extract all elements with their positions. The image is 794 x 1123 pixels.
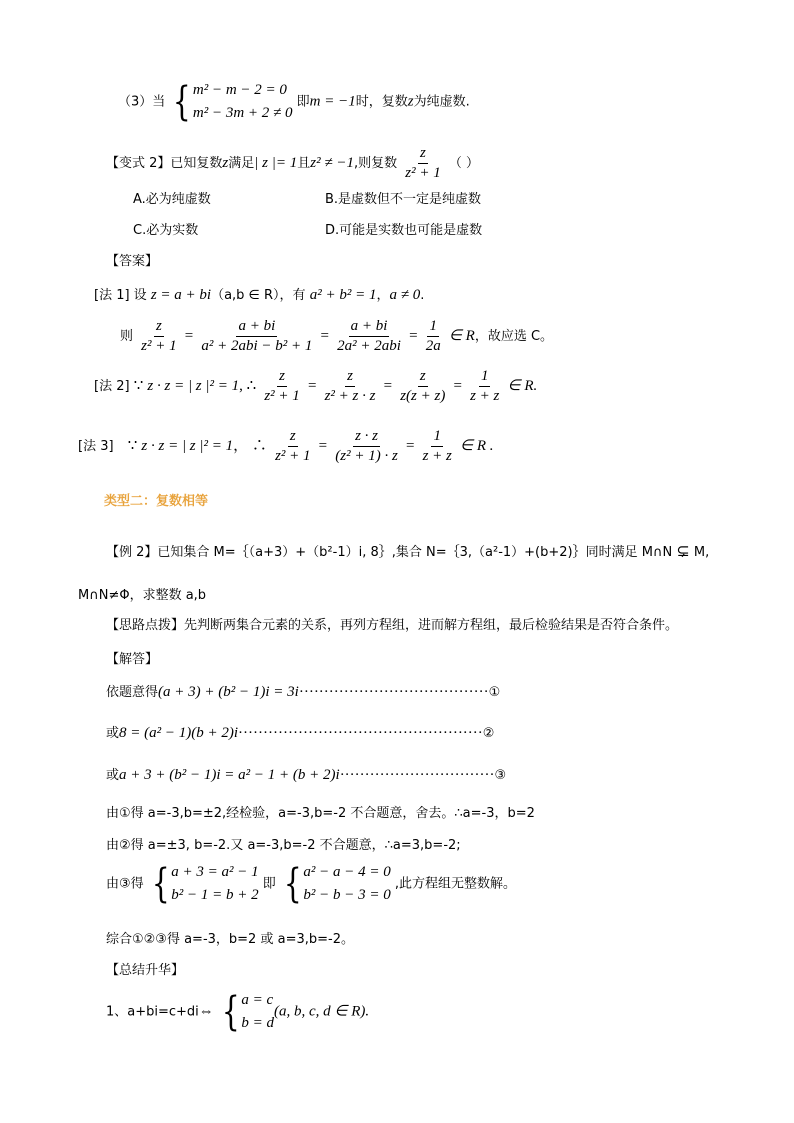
sum1-system <box>218 990 274 1034</box>
since-symbol: ∵ <box>133 378 144 394</box>
part3-eq1: m² − m − 2 = 0 <box>192 82 287 98</box>
r3-s2: b² − 1 = b + 2 <box>171 887 259 903</box>
eq-sign: = <box>409 328 418 344</box>
method3-line: [法 3] ∵ z · z = | z |² = 1， ∴ $\frac{z}{\text{z² + 1}}$ = $\frac{z \cdot z}{\text{(z² + 1) · z}}$ = $\frac{1}{z + z}$ ∈ R . <box>78 428 494 464</box>
method2-inR: ∈ R. <box>507 378 538 394</box>
example2-line2: M∩N≠Φ，求整数 a,b <box>78 588 207 603</box>
method1-inR: ∈ R <box>448 328 475 344</box>
method1-paren: （a,b ∈ R），有 <box>211 288 306 303</box>
part3-suffix-c: 为纯虚数. <box>413 94 470 110</box>
part3-system <box>169 80 292 124</box>
variant2-z2: z² ≠ −1 <box>310 155 354 171</box>
result-2: 由②得 a=±3, b=-2.又 a=-3,b=-2 不合题意，∴a=3,b=-2; <box>106 838 461 853</box>
variant2-t1: 满足 <box>228 156 255 171</box>
eq3-expr: a + 3 + (b² − 1)i = a² − 1 + (b + 2)i <box>119 767 340 783</box>
hint-line: 【思路点拨】先判断两集合元素的关系，再列方程组，进而解方程组，最后检验结果是否符合条件。 <box>106 618 679 633</box>
combine-line: 综合①②③得 a=-3，b=2 或 a=3,b=-2。 <box>106 932 354 947</box>
eq-sign: = <box>320 328 330 344</box>
therefore-symbol: , ∴ <box>239 378 257 394</box>
example2-line1 <box>106 541 794 560</box>
method2-frac3: $\frac{z}{z(z + z)}$ <box>400 368 446 404</box>
eq1-expr: (a + 3) + (b² − 1)i = 3i <box>158 684 299 700</box>
method1-sep: ， <box>376 288 390 303</box>
result-1: 由①得 a=-3,b=±2,经检验，a=-3,b=-2 不合题意，舍去。∴a=-3，b=2 <box>106 806 535 821</box>
variant2-head: 【变式 2】已知复数 <box>106 156 223 171</box>
method3-frac3: $\frac{1}{z + z}$ <box>422 428 452 464</box>
method1-tail: ，故应选 C。 <box>474 329 554 344</box>
variant2-question <box>106 145 794 182</box>
example2-text2: M, <box>693 545 710 560</box>
sum1-pre: 1、a+bi=c+di <box>106 1004 199 1020</box>
method1-frac1: $\frac{z}{\text{z² + 1}}$ <box>141 318 177 354</box>
eq2-dots: ················································· <box>238 725 483 741</box>
r3-mid: 即 <box>262 876 276 892</box>
r3-system2 <box>280 862 391 906</box>
section-heading-type2: 类型二：复数相等 <box>104 494 209 509</box>
method2-frac2: $\frac{z}{\text{z² + z · z}}$ <box>324 368 376 404</box>
since-symbol: ∵ <box>127 438 138 454</box>
variant2-answer-paren: （ ） <box>448 156 479 171</box>
method3-label: [法 3] <box>78 439 114 454</box>
method2-frac1: $\frac{z}{\text{z² + 1}}$ <box>264 368 300 404</box>
method2-label: [法 2] <box>94 379 130 394</box>
method3-frac2: $\frac{z \cdot z}{\text{(z² + 1) · z}}$ <box>335 428 398 464</box>
left-brace-icon: { <box>173 79 192 125</box>
method1-cond2: a ≠ 0 <box>389 287 421 303</box>
method2-line: [法 2] ∵ z · z = | z |² = 1, ∴ $\frac{z}{\text{z² + 1}}$ = $\frac{z}{\text{z² + z · z}}$ = $\frac{z}{z(z + z)}$ = $\frac{1}{z + z}$ ∈ R. <box>94 368 538 404</box>
eq-sign: = <box>184 328 194 344</box>
r3-t1: a² − a − 4 = 0 <box>303 864 391 880</box>
example2-text1: 【例 2】已知集合 M=｛（a+3）+（b²-1）i, 8｝,集合 N=｛3,（a²-1）+(b+2)｝同时满足 M∩N <box>106 545 673 560</box>
part3-eq2: m² − 3m + 2 ≠ 0 <box>192 105 293 121</box>
method3-frac1: $\frac{z}{\text{z² + 1}}$ <box>275 428 311 464</box>
part3-cond: m = −1 <box>309 93 356 110</box>
variant2-t3: ,则复数 <box>353 156 398 171</box>
equation-1 <box>106 681 794 701</box>
equation-3 <box>106 764 794 784</box>
eq2-expr: 8 = (a² − 1)(b + 2)i <box>119 725 239 741</box>
method1-frac2: $\frac{a + bi}{\text{a² + 2abi − b² + 1}}$ <box>201 318 313 354</box>
method3-inR: ∈ R . <box>460 438 494 454</box>
answer-heading: 【答案】 <box>106 254 159 269</box>
variant2-t2: 且 <box>297 156 311 171</box>
r3-t2: b² − b − 3 = 0 <box>303 887 391 903</box>
sum1-c2: b = d <box>241 1015 275 1031</box>
method1-zdef: z = a + bi <box>150 287 212 303</box>
part3-line <box>118 80 794 124</box>
left-brace-icon: { <box>221 989 240 1035</box>
part3-var: z <box>407 93 414 110</box>
eq1-dots: ······································ <box>298 684 489 700</box>
sum1-c1: a = c <box>241 992 274 1008</box>
proper-subset-symbol: ⊊ <box>676 541 690 560</box>
method1-label: [法 1] 设 <box>94 288 147 303</box>
part3-prefix: （3）当 <box>118 94 166 110</box>
part3-suffix-b: 时，复数 <box>355 94 408 110</box>
method2-cond: z · z = | z |² = 1 <box>147 378 240 394</box>
variant2-fraction: $\frac{z}{\text{z² + 1}}$ <box>405 145 441 181</box>
eq3-pre: 或 <box>106 768 120 783</box>
eq3-number: ③ <box>494 768 507 783</box>
r3-post: ,此方程组无整数解。 <box>394 876 517 892</box>
eq2-pre: 或 <box>106 726 120 741</box>
method1-line2 <box>120 318 794 355</box>
option-c: C.必为实数 <box>133 223 199 238</box>
eq2-number: ② <box>482 726 495 741</box>
summary-item-1 <box>106 990 794 1034</box>
method1-line1 <box>94 284 794 304</box>
method1-then: 则 <box>120 329 134 344</box>
sum1-post: (a, b, c, d ∈ R). <box>274 1003 370 1020</box>
therefore-symbol: ， ∴ <box>233 438 267 454</box>
summary-heading: 【总结升华】 <box>106 963 185 978</box>
r3-system1 <box>148 862 259 906</box>
iff-symbol: ⇔ <box>198 1003 214 1020</box>
solve-heading: 【解答】 <box>106 652 159 667</box>
option-d: D.可能是实数也可能是虚数 <box>325 223 483 238</box>
method1-end: . <box>420 288 425 303</box>
method2-frac4: $\frac{1}{z + z}$ <box>470 368 500 404</box>
left-brace-icon: { <box>151 861 170 907</box>
r3-s1: a + 3 = a² − 1 <box>171 864 259 880</box>
option-b: B.是虚数但不一定是纯虚数 <box>325 192 482 207</box>
variant2-z: z <box>222 155 229 171</box>
method1-frac4: $\frac{1}{2a}$ <box>425 318 441 354</box>
eq1-number: ① <box>488 685 501 700</box>
left-brace-icon: { <box>283 861 302 907</box>
result-3 <box>106 862 794 906</box>
equation-2 <box>106 722 794 742</box>
part3-suffix-a: 即 <box>296 94 310 110</box>
variant2-absz: | z |= 1 <box>254 155 298 171</box>
method1-cond: a² + b² = 1 <box>309 287 377 303</box>
method3-cond: z · z = | z |² = 1 <box>141 438 234 454</box>
r3-pre: 由③得 <box>106 876 144 892</box>
option-a: A.必为纯虚数 <box>133 192 211 207</box>
eq3-dots: ······························· <box>339 767 495 783</box>
eq1-pre: 依题意得 <box>106 685 159 700</box>
method1-frac3: $\frac{a + bi}{\text{2a² + 2abi}}$ <box>337 318 401 354</box>
